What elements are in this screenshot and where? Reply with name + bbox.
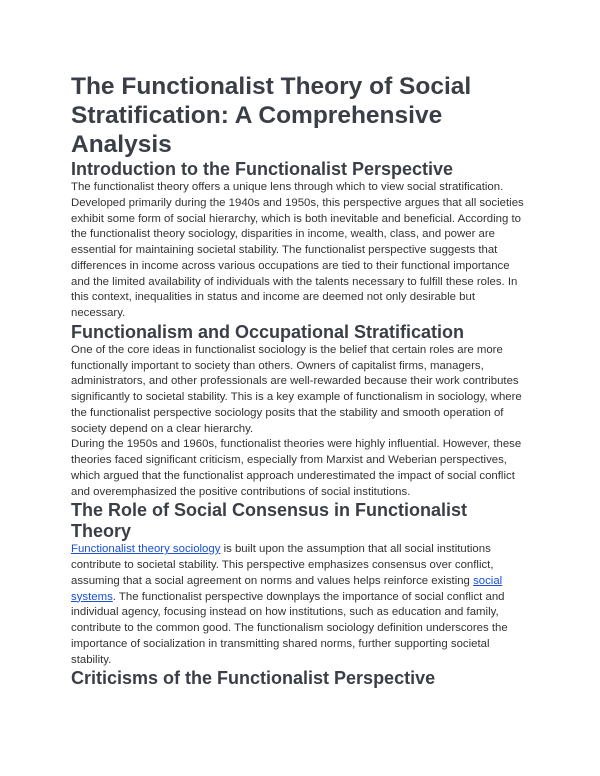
- section-heading-introduction: Introduction to the Functionalist Perspective: [71, 159, 454, 179]
- consensus-text-part-2: . The functionalist perspective downplays the importance of social conflict and individual agency, focusing instead on how institutions, such as education and family, contribute to the common good. The functionalism sociology definition underscores the importance of socialization in transmitting shared norms, further supporting societal stability.: [71, 590, 508, 666]
- section-heading-social-consensus: The Role of Social Consensus in Functionalist Theory: [71, 500, 468, 542]
- section-heading-criticisms: Criticisms of the Functionalist Perspective: [71, 668, 436, 689]
- link-social-systems[interactable]: social systems: [71, 574, 503, 603]
- document-title: The Functionalist Theory of Social Stratification: A Comprehensive Analysis: [71, 73, 472, 158]
- paragraph-occupational-1: One of the core ideas in functionalist sociology is the belief that certain roles are more functionally important to society than others. Owners of capitalist firms, managers, administrators, and other professionals are well-rewarded because their work contributes significantly to societal stability. This is a key example of functionalism in sociology, where the functionalist perspective sociology posits that the stability and smooth operation of society depend on a clear hierarchy.: [71, 343, 522, 435]
- section-heading-occupational-stratification: Functionalism and Occupational Stratification: [71, 321, 465, 342]
- paragraph-social-consensus: [71, 542, 530, 668]
- link-functionalist-theory-sociology[interactable]: Functionalist theory sociology: [71, 543, 221, 556]
- consensus-text-part-1: is built upon the assumption that all social institutions contribute to societal stability. This perspective emphasizes consensus over conflict, assuming that a social agreement on norms and values helps reinforce existing: [71, 543, 494, 587]
- paragraph-occupational-2: During the 1950s and 1960s, functionalist theories were highly influential. However, these theories faced significant criticism, especially from Marxist and Weberian perspectives, which argued that the functionalist approach underestimated the impact of social conflict and overemphasized the positive contributions of social institutions.: [71, 438, 522, 498]
- paragraph-introduction: The functionalist theory offers a unique lens through which to view social stratification. Developed primarily during the 1940s and 1950s, this perspective argues that all societies exhibit some form of social hierarchy, which is both inevitable and beneficial. According to the functionalist theory sociology, disparities in income, wealth, class, and power are essential for maintaining societal stability. The functionalist perspective suggests that differences in income across various occupations are tied to their functional importance and the limited availability of individuals with the talents necessary to fulfill these roles. In this context, inequalities in status and income are deemed not only desirable but necessary.: [71, 181, 524, 319]
